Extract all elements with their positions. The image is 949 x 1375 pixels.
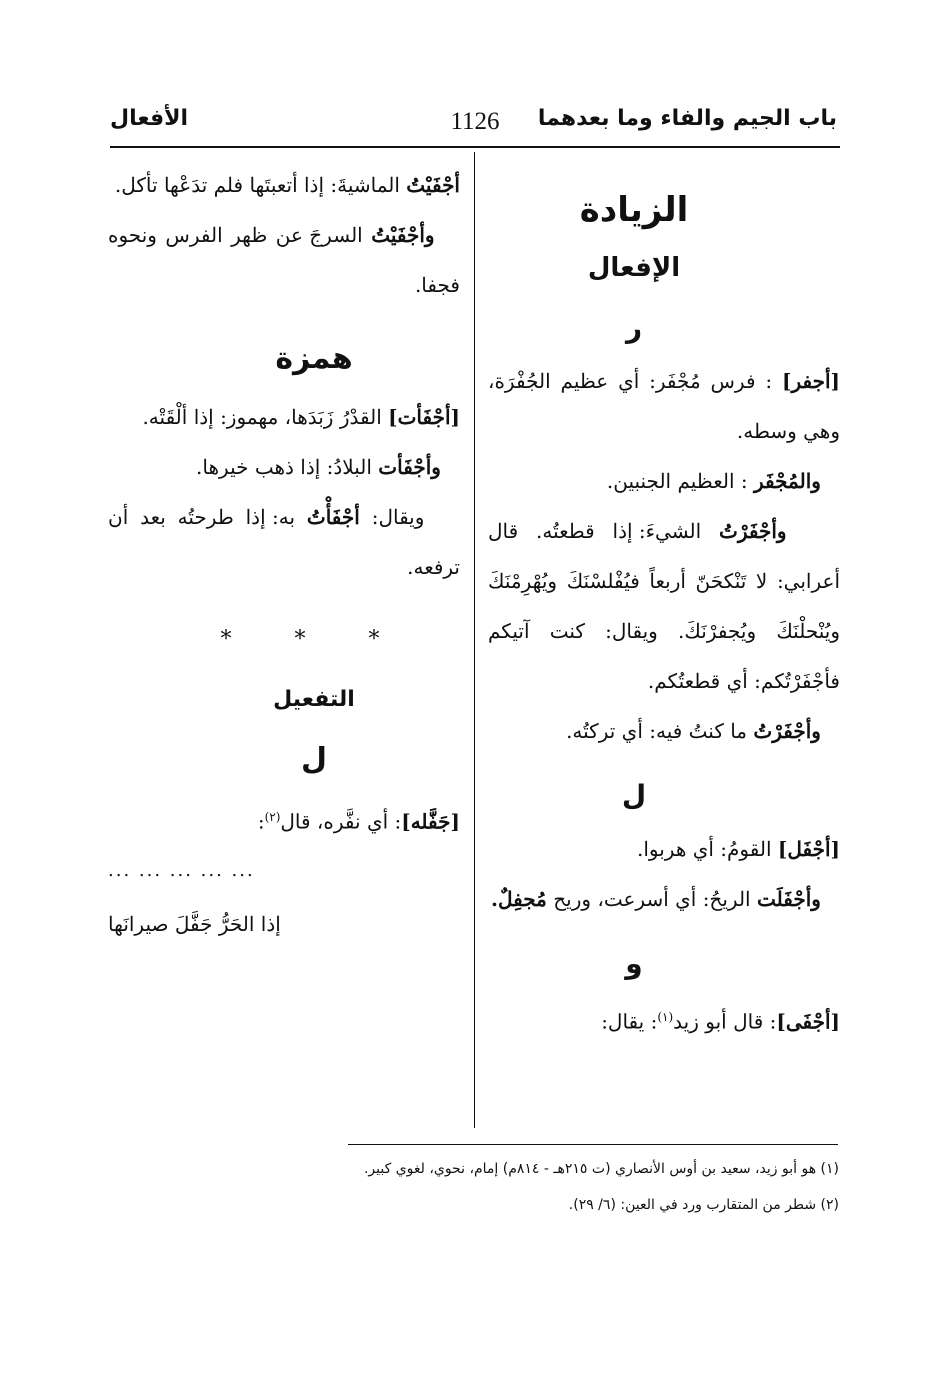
entry-ajfa bbox=[488, 992, 840, 1047]
heading-tafeel: التفعيل bbox=[273, 687, 355, 712]
footnote-rule bbox=[348, 1144, 838, 1145]
entry-ajfartu-2 bbox=[488, 706, 840, 756]
section-separator: * * * bbox=[220, 627, 408, 652]
entry-text: القدْرُ زَبَدَها، مهموز: إذا ألْقَتْه. bbox=[142, 405, 382, 429]
entry-ajfal bbox=[488, 824, 840, 874]
entry-ajfalat bbox=[488, 874, 840, 924]
entry-text: ما كنتُ فيه: أي تركتُه. bbox=[566, 719, 747, 743]
letter-ra: ر bbox=[625, 311, 643, 344]
verse-ellipsis: ... ... ... ... ... bbox=[108, 859, 255, 881]
entry-text: : فرس مُجْفَر: أي عظيم الجُفْرَة، وهي وسطه. bbox=[488, 369, 840, 443]
headword-mujfil: مُجفِلٌ. bbox=[491, 887, 547, 911]
footnote-2: (٢) شطر من المتقارب ورد في العين: (٦/ ٢٩). bbox=[568, 1197, 839, 1213]
headword: وأجْفَأت bbox=[378, 455, 441, 479]
entry-text-end: : bbox=[257, 809, 265, 834]
entry-ajfaat bbox=[108, 392, 460, 442]
headword: [أجفر] bbox=[782, 369, 841, 393]
headword: [أجْفَل] bbox=[777, 837, 840, 861]
entry-text: السرجَ عن ظهر الفرس ونحوه فجفا. bbox=[108, 223, 460, 297]
letter-lam: ل bbox=[300, 742, 328, 777]
headword: وأجْفَرْتُ bbox=[719, 519, 787, 543]
entry-text: : أي نفَّره، قال bbox=[280, 809, 402, 834]
chapter-title: باب الجيم والفاء وما بعدهما bbox=[537, 106, 837, 131]
entry-ajfaytu-2 bbox=[108, 210, 460, 310]
entry-ajfaatu bbox=[108, 492, 460, 592]
entry-text: الريحُ: أي أسرعت، وريح bbox=[553, 887, 751, 911]
letter-lam: ل bbox=[621, 779, 647, 812]
heading-ifaal: الإفعال bbox=[587, 253, 681, 283]
letter-waw: و bbox=[625, 947, 643, 980]
heading-hamza: همزة bbox=[275, 341, 353, 376]
entry-text: : قال أبو زيد bbox=[673, 1009, 777, 1034]
section-title: الأفعال bbox=[110, 106, 189, 131]
entry-mujfar bbox=[488, 456, 840, 506]
headword: أجْفَيْتُ bbox=[406, 173, 460, 197]
headword: وأجْفَلَت bbox=[756, 887, 821, 911]
headword: وأجْفَرْتُ bbox=[753, 719, 821, 743]
heading-ziyada: الزيادة bbox=[579, 190, 689, 230]
entry-text: به: إذا طرحتُه بعد أن ترفعه. bbox=[108, 505, 460, 579]
headword: [أجْفَأت] bbox=[388, 405, 460, 429]
headword: [جَفَّله] bbox=[401, 809, 460, 834]
entry-text-end: : يقال: bbox=[601, 1009, 658, 1034]
header-rule bbox=[110, 146, 840, 148]
entry-jaffala bbox=[108, 792, 460, 847]
entry-ajfaytu bbox=[108, 160, 460, 210]
footnote-1: (١) هو أبو زيد، سعيد بن أوس الأنصاري (ت ٢١٥هـ - ٨١٤م) إمام، نحوي، لغوي كبير. bbox=[363, 1161, 839, 1177]
headword: والمُجْفَر bbox=[753, 469, 821, 493]
page-number: 1126 bbox=[450, 108, 500, 135]
footnote-ref-1: (١) bbox=[657, 1010, 674, 1024]
entry-ajfartu bbox=[488, 506, 840, 706]
footnote-ref-2: (٢) bbox=[264, 810, 281, 824]
entry-text: البلادُ: إذا ذهب خيرها. bbox=[196, 455, 372, 479]
entry-text: القومُ: أي هربوا. bbox=[636, 837, 772, 861]
entry-ajfaat-2 bbox=[108, 442, 460, 492]
entry-ajfar bbox=[488, 356, 840, 456]
column-divider bbox=[474, 152, 475, 1128]
verse-line: إذا الحَرُّ جَفَّلَ صيرانَها bbox=[108, 911, 281, 936]
headword: [أجْفَى] bbox=[776, 1009, 840, 1034]
entry-text: الماشيةَ: إذا أتعبتَها فلم تدَعْها تأكل. bbox=[114, 173, 400, 197]
headword: وأجْفَيْتُ bbox=[371, 223, 435, 247]
right-column bbox=[488, 160, 840, 1047]
headword: أجْفَأْتُ bbox=[306, 505, 360, 529]
entry-text: : العظيم الجنبين. bbox=[606, 469, 748, 493]
entry-text: الشيءَ: إذا قطعتُه. قال أعرابي: لا تَنْكحَنّ أربعاً فيُفْلسْنَكَ ويُهْرِمْنَكَ ويُنْحلْنَكَ ويُجفرْنَكَ. ويقال: كنت آتيكم فأجْفَرْتُكم: أي قطعتُكم. bbox=[488, 519, 840, 693]
entry-lead: ويقال: bbox=[371, 505, 425, 529]
left-column bbox=[108, 160, 460, 949]
